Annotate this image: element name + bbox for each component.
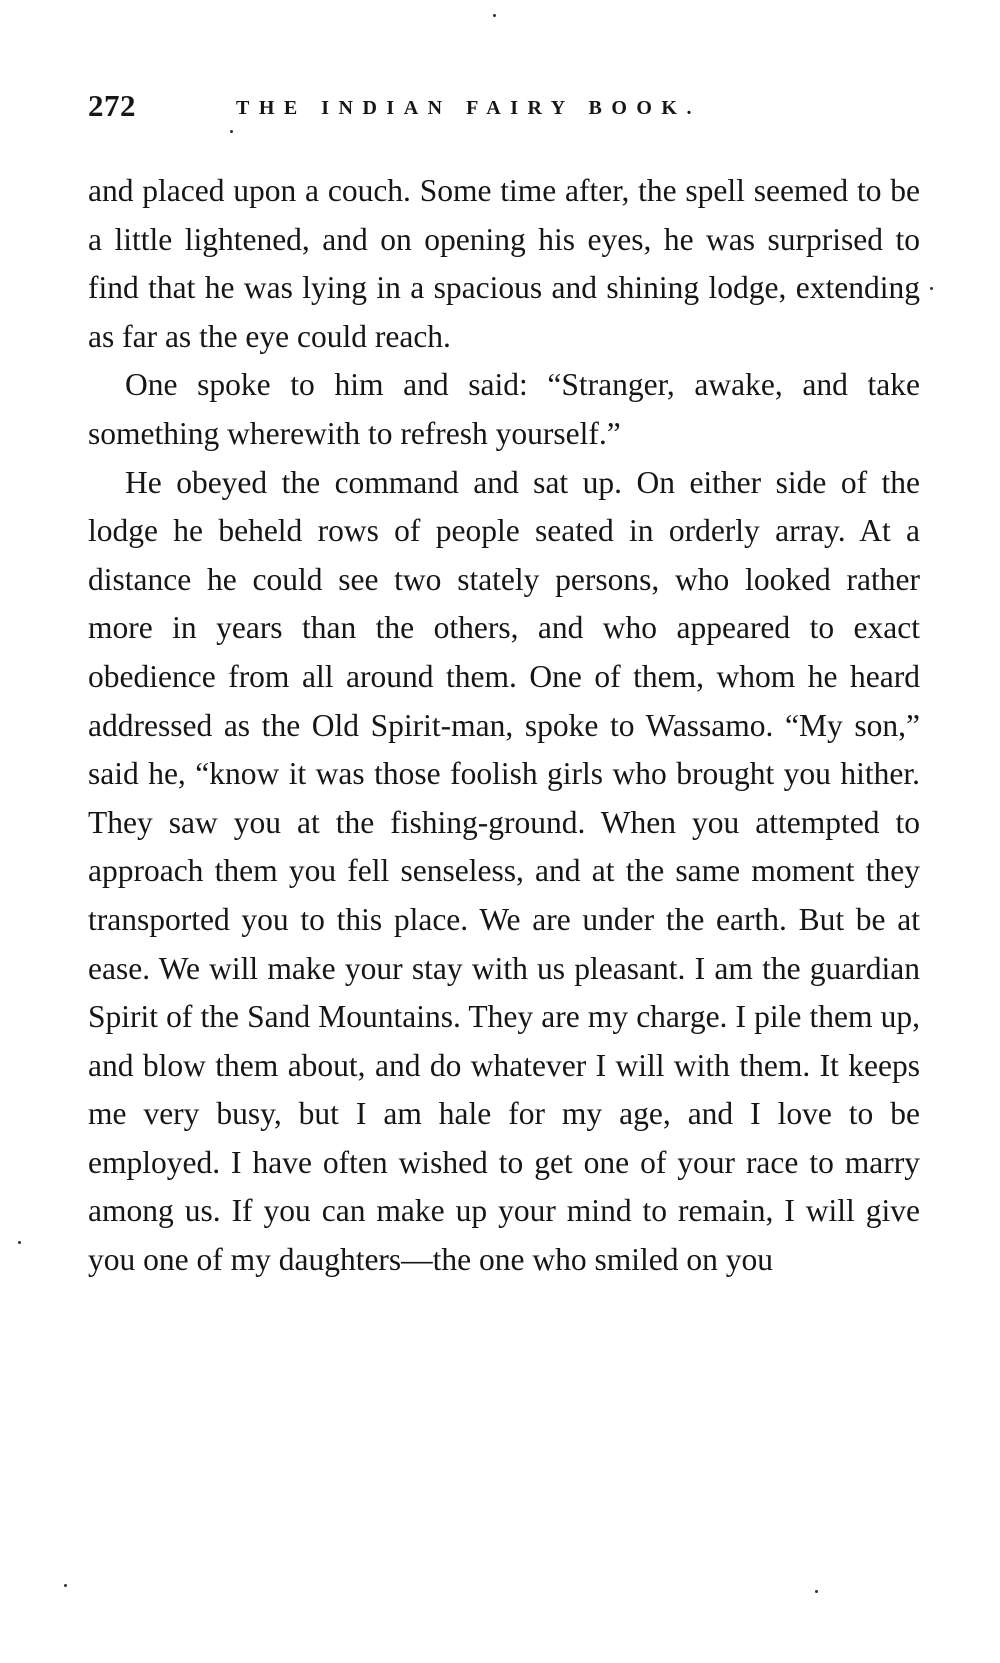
paragraph-continuation: and placed upon a couch. Some time after, the spell seemed to be a little lightened, and on opening his eyes, he was surprised to find that he was lying in a spacious and shining lodge, extending as far as the eye could reach. <box>88 173 920 354</box>
scan-speck <box>493 14 496 17</box>
scan-speck <box>64 1584 67 1587</box>
body-text <box>88 167 920 1285</box>
page-number: 272 <box>88 88 136 123</box>
paragraph-old-spirit-man: He obeyed the command and sat up. On either side of the lodge he beheld rows of people seated in orderly array. At a distance he could see two stately persons, who looked rather more in years than the others, and who appeared to exact obedience from all around them. One of them, whom he heard addressed as the Old Spirit-man, spoke to Wassamo. “My son,” said he, “know it was those foolish girls who brought you hither. They saw you at the fishing-ground. When you attempted to approach them you fell senseless, and at the same moment they transported you to this place. We are under the earth. But be at ease. We will make your stay with us pleasant. I am the guardian Spirit of the Sand Mountains. They are my charge. I pile them up, and blow them about, and do whatever I will with them. It keeps me very busy, but I am hale for my age, and I love to be employed. I have often wished to get one of your race to marry among us. If you can make up your mind to remain, I will give you one of my daughters—the one who smiled on you <box>88 464 920 1278</box>
scan-speck <box>18 1241 21 1244</box>
running-head: THE INDIAN FAIRY BOOK. <box>236 97 701 119</box>
paragraph-stranger-awake: One spoke to him and said: “Stranger, awake, and take something wherewith to refresh yourself.” <box>88 367 920 451</box>
scan-speck <box>230 130 233 133</box>
scan-speck <box>815 1590 818 1593</box>
scan-speck <box>930 287 933 290</box>
page-header <box>88 88 922 132</box>
